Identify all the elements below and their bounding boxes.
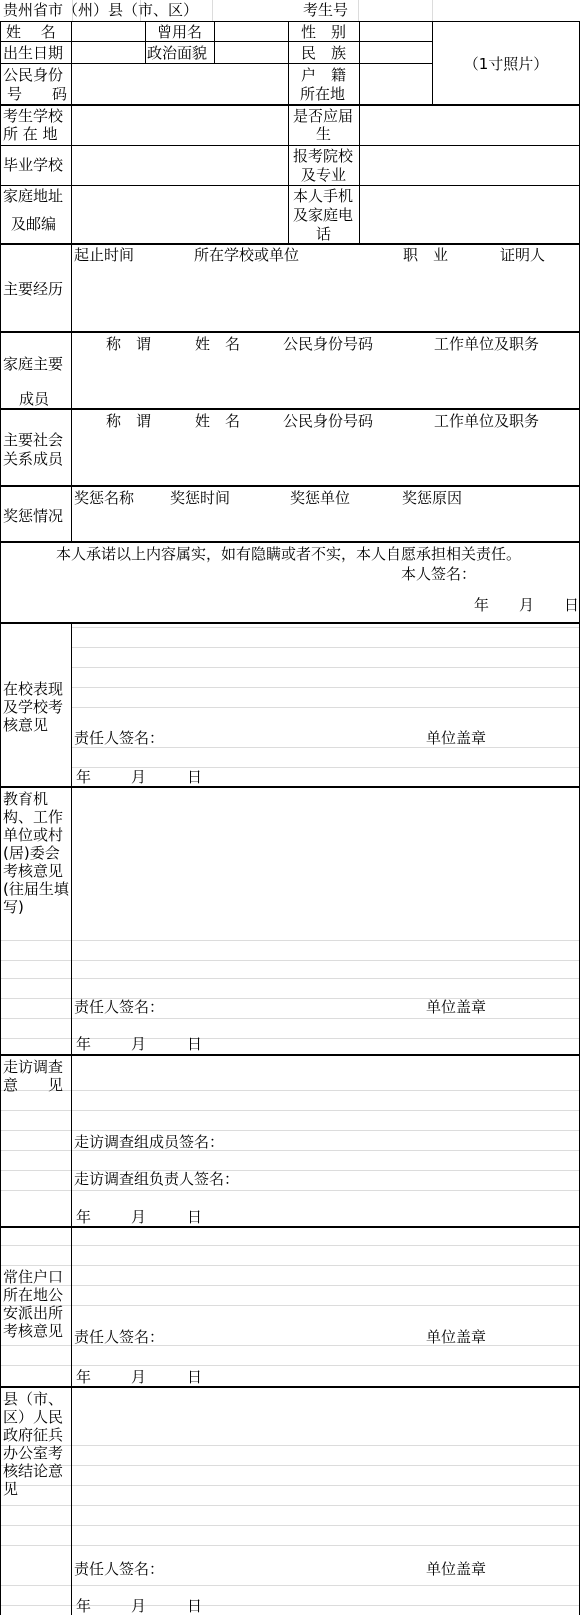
visit-leader-sign: 走访调查组负责人签名： [74, 1170, 240, 1188]
phone-label-line1: 本人手机 [293, 187, 354, 205]
id-card-label-line2: 号 码 [7, 85, 68, 103]
family-label-line1: 家庭主要 [3, 355, 64, 373]
political-status-label: 政治面貌 [147, 44, 208, 62]
family-col-id: 公民身份号码 [283, 335, 374, 353]
exam-number-label: 考生号 [303, 1, 349, 19]
edu-opinion-label: 教育机构、工作单位或村(居)委会考核意见(往届生填写) [3, 790, 69, 916]
county-unit-seal: 单位盖章 [426, 1560, 487, 1578]
graduate-school-label: 毕业学校 [3, 156, 64, 174]
awards-col-reason: 奖惩原因 [402, 489, 463, 507]
phone-label-line3: 话 [316, 225, 332, 243]
photo-placeholder-label: （1寸照片） [463, 54, 549, 73]
fresh-graduate-label-line1: 是否应届 [293, 107, 354, 125]
experience-col-occupation: 职 业 [403, 246, 449, 264]
county-opinion-label: 县（市、区）人民政府征兵办公室考核结论意见 [3, 1390, 64, 1498]
awards-col-time: 奖惩时间 [170, 489, 231, 507]
edu-month: 月 [131, 1035, 147, 1053]
experience-col-school: 所在学校或单位 [194, 246, 300, 264]
social-col-id: 公民身份号码 [283, 412, 374, 430]
id-card-label-line1: 公民身份 [3, 66, 64, 84]
social-label-line2: 关系成员 [3, 450, 64, 468]
former-name-label: 曾用名 [157, 23, 203, 41]
social-col-relation: 称 谓 [106, 412, 152, 430]
social-col-employer: 工作单位及职务 [434, 412, 540, 430]
school-unit-seal: 单位盖章 [426, 729, 487, 747]
home-address-label-line2: 及邮编 [11, 215, 57, 233]
experience-col-witness: 证明人 [500, 246, 546, 264]
pledge-signature-label: 本人签名： [401, 565, 477, 583]
pledge-date: 年 月 日 [474, 596, 580, 614]
edu-responsible-sign: 责任人签名： [74, 998, 165, 1016]
police-unit-seal: 单位盖章 [426, 1328, 487, 1346]
visit-day: 日 [187, 1208, 203, 1226]
visit-member-sign: 走访调查组成员签名： [74, 1133, 225, 1151]
police-year: 年 [76, 1368, 92, 1386]
visit-opinion-label: 走访调查意 见 [3, 1058, 64, 1094]
social-label-line1: 主要社会 [3, 431, 64, 449]
visit-year: 年 [76, 1208, 92, 1226]
social-col-name: 姓 名 [195, 412, 241, 430]
family-label-line2: 成员 [19, 390, 50, 408]
county-month: 月 [131, 1597, 147, 1615]
county-year: 年 [76, 1597, 92, 1615]
family-col-employer: 工作单位及职务 [434, 335, 540, 353]
pledge-text: 本人承诺以上内容属实，如有隐瞒或者不实，本人自愿承担相关责任。 [56, 545, 522, 563]
edu-unit-seal: 单位盖章 [426, 998, 487, 1016]
apply-school-label-line2: 及专业 [301, 166, 347, 184]
edu-day: 日 [187, 1035, 203, 1053]
province-header: 贵州省市（州）县（市、区） [3, 1, 199, 19]
edu-year: 年 [76, 1035, 92, 1053]
police-month: 月 [131, 1368, 147, 1386]
awards-col-unit: 奖惩单位 [290, 489, 351, 507]
home-address-label-line1: 家庭地址 [3, 187, 64, 205]
school-location-label-line2: 所 在 地 [3, 125, 58, 143]
fresh-graduate-label-line2: 生 [316, 125, 332, 143]
phone-label-line2: 及家庭电 [293, 206, 354, 224]
visit-month: 月 [131, 1208, 147, 1226]
county-day: 日 [187, 1597, 203, 1615]
family-col-name: 姓 名 [195, 335, 241, 353]
birth-date-label: 出生日期 [3, 44, 64, 62]
name-label: 姓 名 [6, 23, 56, 41]
family-col-relation: 称 谓 [106, 335, 152, 353]
awards-col-name: 奖惩名称 [74, 489, 135, 507]
school-year: 年 [76, 768, 92, 786]
police-day: 日 [187, 1368, 203, 1386]
apply-school-label-line1: 报考院校 [293, 147, 354, 165]
hukou-label-line2: 所在地 [300, 85, 346, 103]
awards-label: 奖惩情况 [3, 507, 64, 525]
school-opinion-label: 在校表现及学校考核意见 [3, 680, 64, 734]
ethnicity-label: 民 族 [301, 44, 347, 62]
police-responsible-sign: 责任人签名： [74, 1328, 165, 1346]
school-month: 月 [131, 768, 147, 786]
county-responsible-sign: 责任人签名： [74, 1560, 165, 1578]
hukou-label-line1: 户 籍 [301, 66, 347, 84]
experience-col-period: 起止时间 [74, 246, 135, 264]
police-opinion-label: 常住户口所在地公安派出所考核意见 [3, 1268, 64, 1340]
school-location-label-line1: 考生学校 [3, 107, 64, 125]
photo-box[interactable] [432, 22, 580, 104]
school-responsible-sign: 责任人签名： [74, 729, 165, 747]
experience-label: 主要经历 [3, 280, 64, 298]
gender-label: 性 别 [301, 23, 347, 41]
school-day: 日 [187, 768, 203, 786]
